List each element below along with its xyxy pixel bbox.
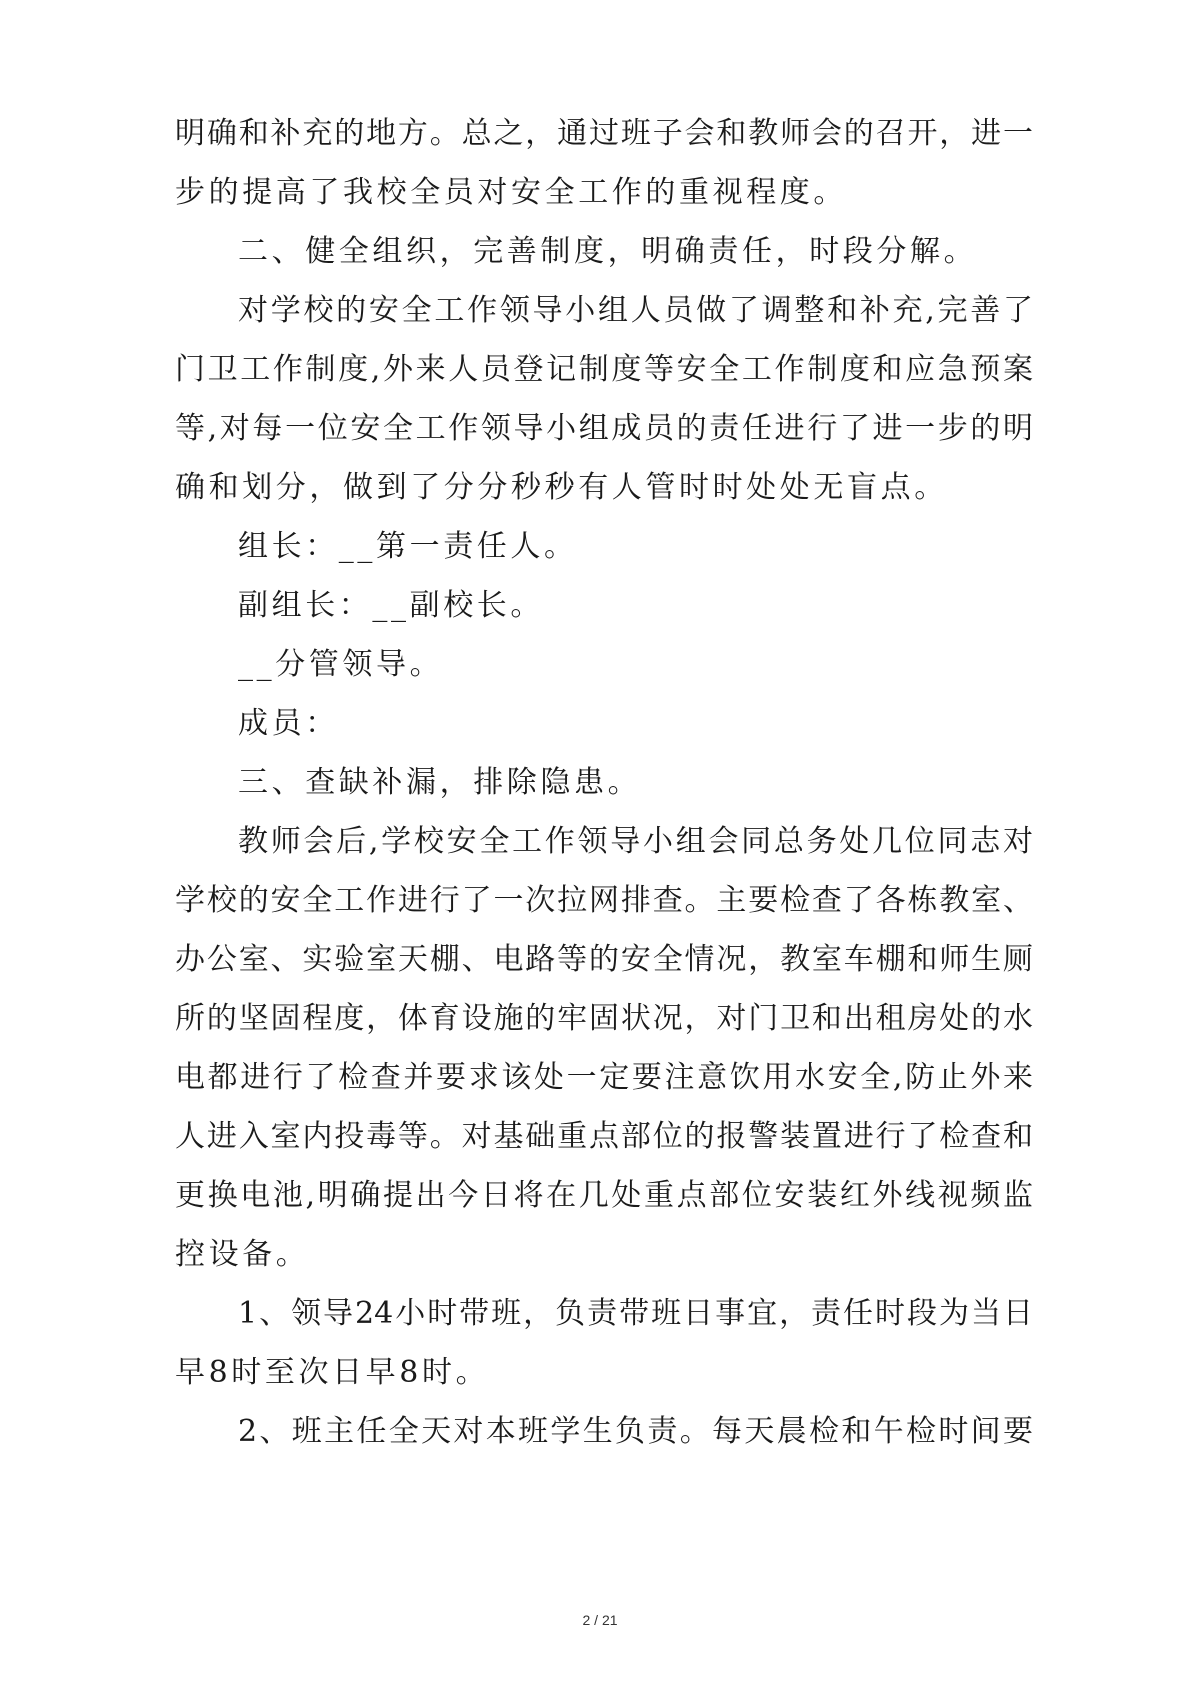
text-line: 办公室、实验室天棚、电路等的安全情况，教室车棚和师生厕 — [175, 942, 1033, 977]
section-heading: 三、查缺补漏，排除隐患。 — [238, 765, 642, 800]
text-line: 确和划分，做到了分分秒秒有人管时时处处无盲点。 — [175, 470, 948, 505]
text-line: __分管领导。 — [238, 647, 444, 682]
text-line: 等,对每一位安全工作领导小组成员的责任进行了进一步的明 — [175, 411, 1033, 446]
text-line: 教师会后,学校安全工作领导小组会同总务处几位同志对 — [238, 824, 1033, 859]
text-line: 门卫工作制度,外来人员登记制度等安全工作制度和应急预案 — [175, 352, 1033, 387]
text-line: 成员： — [238, 706, 339, 741]
text-line: 步的提高了我校全员对安全工作的重视程度。 — [175, 175, 847, 210]
text-line: 控设备。 — [175, 1237, 310, 1272]
text-line: 早8时至次日早8时。 — [175, 1355, 490, 1390]
text-line: 更换电池,明确提出今日将在几处重点部位安装红外线视频监 — [175, 1178, 1033, 1213]
text-line: 1、领导24小时带班，负责带班日事宜，责任时段为当日 — [238, 1296, 1033, 1331]
text-line: 人进入室内投毒等。对基础重点部位的报警装置进行了检查和 — [175, 1119, 1033, 1154]
text-line: 2、班主任全天对本班学生负责。每天晨检和午检时间要 — [238, 1414, 1033, 1449]
page-number: 2 / 21 — [582, 1612, 618, 1628]
text-line: 明确和补充的地方。总之，通过班子会和教师会的召开，进一 — [175, 116, 1033, 151]
section-heading: 二、健全组织，完善制度，明确责任，时段分解。 — [238, 234, 978, 269]
text-line: 副组长：__副校长。 — [238, 588, 544, 623]
text-line: 电都进行了检查并要求该处一定要注意饮用水安全,防止外来 — [175, 1060, 1033, 1095]
text-line: 所的坚固程度，体育设施的牢固状况，对门卫和出租房处的水 — [175, 1001, 1033, 1036]
text-line: 对学校的安全工作领导小组人员做了调整和补充,完善了 — [238, 293, 1033, 328]
text-line: 学校的安全工作进行了一次拉网排查。主要检查了各栋教室、 — [175, 883, 1033, 918]
text-line: 组长：__第一责任人。 — [238, 529, 578, 564]
